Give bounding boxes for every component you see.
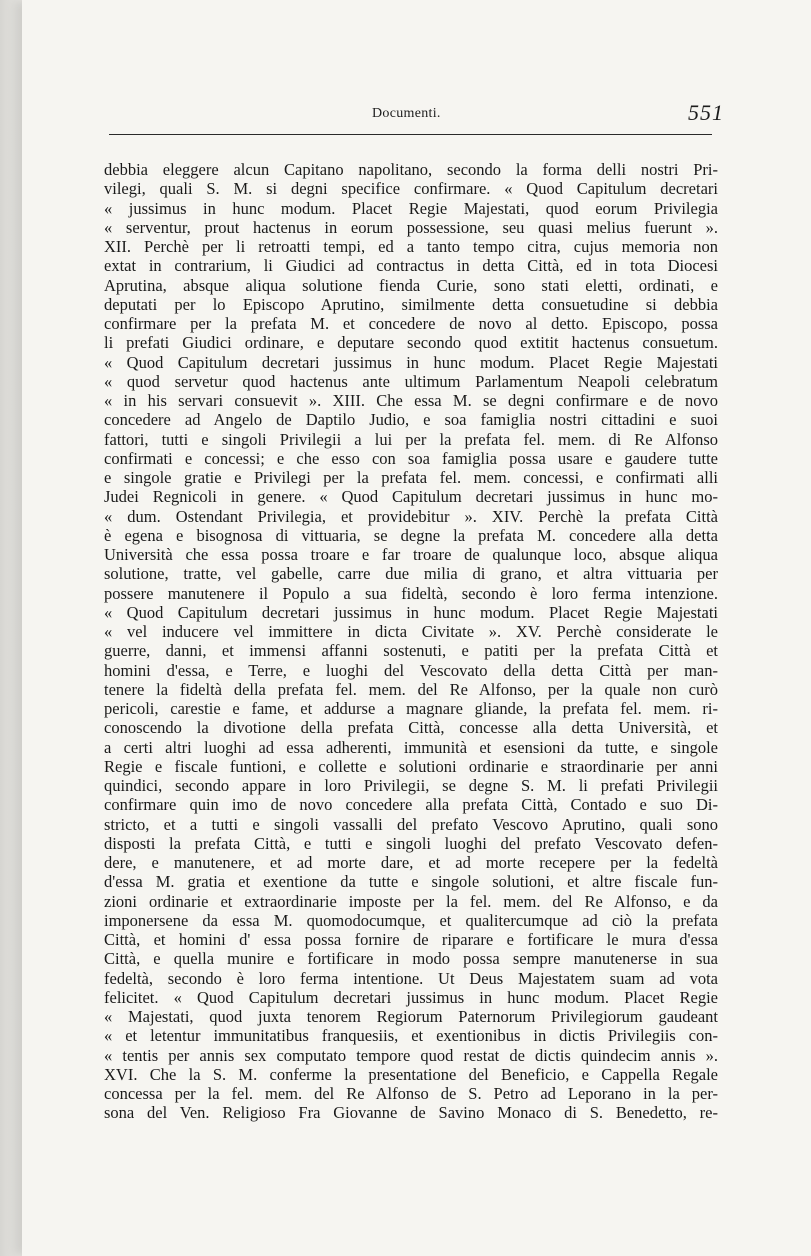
text-line: li prefati Giudici ordinare, e deputare secondo quod extitit hactenus consuetum. xyxy=(104,333,718,353)
header-rule xyxy=(109,134,712,135)
text-line: « Majestati, quod juxta tenorem Regiorum Paternorum Privilegiorum gaudeant xyxy=(104,1007,718,1026)
text-line: « quod servetur quod hactenus ante ultimum Parlamentum Neapoli celebratum xyxy=(104,371,718,391)
text-line: fattori, tutti e singoli Privilegii a lui per la prefata fel. mem. di Re Alfonso xyxy=(104,429,718,449)
text-line: « tentis per annis sex computato tempore quod restat de dictis quindecim annis ». xyxy=(104,1045,718,1065)
text-line: confirmare per la prefata M. et concedere de novo al detto. Episcopo, possa xyxy=(104,314,718,333)
text-line: « jussimus in hunc modum. Placet Regie Majestati, quod eorum Privilegia xyxy=(104,198,718,218)
body-text xyxy=(104,160,718,1123)
text-line: confirmati e concessi; e che esso con soa famiglia possa usare e gaudere tutte xyxy=(104,448,718,468)
text-line: quindici, secondo appare in loro Privilegii, se degne S. M. li prefati Privilegii xyxy=(104,776,718,795)
text-line: « Quod Capitulum decretari jussimus in hunc modum. Placet Regie Majestati xyxy=(104,352,718,372)
page-gutter xyxy=(0,0,22,1256)
text-line: « dum. Ostendant Privilegia, et providebitur ». XIV. Perchè la prefata Città xyxy=(104,506,718,526)
text-line: extat in contrarium, li Giudici ad contractus in detta Città, ed in tota Diocesi xyxy=(104,256,718,276)
text-line: vilegi, quali S. M. si degni specifice confirmare. « Quod Capitulum decretari xyxy=(104,179,718,199)
text-line: Università che essa possa troare e far troare de qualunque loco, absque aliqua xyxy=(104,545,718,564)
text-line: pericoli, carestie e fame, et addurse a magnare gliande, la prefata fel. mem. ri- xyxy=(104,699,718,718)
text-line: dere, e manutenere, et ad morte dare, et ad morte recepere per la fedeltà xyxy=(104,853,718,872)
text-line: possere manutenere il Populo a sua fideltà, secondo è loro ferma intenzione. xyxy=(104,583,718,603)
text-line: « Quod Capitulum decretari jussimus in hunc modum. Placet Regie Majestati xyxy=(104,602,718,622)
text-line: fedeltà, secondo è loro ferma intentione. Ut Deus Majestatem suam ad vota xyxy=(104,968,718,988)
text-line: homini d'essa, e Terre, e luoghi del Vescovato della detta Città per man- xyxy=(104,660,718,680)
text-line: concedere ad Angelo de Daptilo Judio, e soa famiglia nostri cittadini e suoi xyxy=(104,410,718,430)
text-line: Aprutina, absque aliqua solutione fienda Curie, sono stati eletti, ordinati, e xyxy=(104,275,718,295)
text-line: concessa per la fel. mem. del Re Alfonso de S. Petro ad Leporano in la per- xyxy=(104,1084,718,1103)
text-line: XVI. Che la S. M. conferme la presentatione del Beneficio, e Cappella Regale xyxy=(104,1064,718,1084)
text-line: e singole gratie e Privilegi per la prefata fel. mem. concessi, e confirmati alli xyxy=(104,468,718,487)
text-line: confirmare quin imo de novo concedere alla prefata Città, Contado e suo Di- xyxy=(104,795,718,815)
text-line: « et letentur immunitatibus franquesiis, et exentionibus in dictis Privilegiis con- xyxy=(104,1026,718,1046)
text-line: sona del Ven. Religioso Fra Giovanne de Savino Monaco di S. Benedetto, re- xyxy=(104,1103,718,1123)
text-line: solutione, tratte, vel gabelle, carre due milia di grano, et altra vittuaria per xyxy=(104,564,718,584)
text-line: XII. Perchè per li retroatti tempi, ed a tanto tempo citra, cujus memoria non xyxy=(104,237,718,256)
text-line: debbia eleggere alcun Capitano napolitano, secondo la forma delli nostri Pri- xyxy=(104,160,718,179)
text-line: d'essa M. gratia et exentione da tutte e singole solutioni, et altre fiscale fun- xyxy=(104,872,718,892)
text-line: conoscendo la divotione della prefata Città, concesse alla detta Università, et xyxy=(104,718,718,738)
text-line: « in his servari consuevit ». XIII. Che essa M. se degni confirmare e de novo xyxy=(104,391,718,410)
page-number: 551 xyxy=(688,100,724,125)
text-line: « serventur, prout hactenus in eorum possessione, seu quasi melius fuerunt ». xyxy=(104,217,718,237)
text-line: deputati per lo Episcopo Aprutino, similmente detta consuetudine si debbia xyxy=(104,294,718,314)
text-line: imponersene da essa M. quomodocumque, et qualitercumque ad ciò la prefata xyxy=(104,910,718,930)
text-line: zioni ordinarie et extraordinarie imposte per la fel. mem. del Re Alfonso, e da xyxy=(104,891,718,911)
text-line: « vel inducere vel immittere in dicta Civitate ». XV. Perchè considerate le xyxy=(104,622,718,641)
text-line: disposti la prefata Città, e tutti e singoli luoghi del prefato Vescovato defen- xyxy=(104,833,718,853)
text-line: Città, et homini d' essa possa fornire de riparare e fortificare le mura d'essa xyxy=(104,930,718,949)
text-line: felicitet. « Quod Capitulum decretari jussimus in hunc modum. Placet Regie xyxy=(104,987,718,1007)
text-line: Città, e quella munire e fortificare in modo possa sempre manutenerse in sua xyxy=(104,949,718,969)
text-line: tenere la fideltà della prefata fel. mem. del Re Alfonso, per la quale non curò xyxy=(104,679,718,699)
text-line: a certi altri luoghi ad essa adherenti, immunità et esensioni da tutte, e singole xyxy=(104,737,718,757)
running-title: Documenti. xyxy=(372,106,441,121)
text-line: è egena e bisognosa di vittuaria, se degne la prefata M. concedere alla detta xyxy=(104,525,718,545)
text-line: Regie e fiscale funtioni, e collette e solutioni ordinarie e straordinarie per anni xyxy=(104,756,718,776)
text-line: guerre, danni, et immensi affanni sostenuti, e patiti per la prefata Città et xyxy=(104,641,718,661)
text-line: stricto, et a tutti e singoli vassalli del prefato Vescovo Aprutino, quali sono xyxy=(104,814,718,834)
text-line: Judei Regnicoli in genere. « Quod Capitulum decretari jussimus in hunc mo- xyxy=(104,487,718,507)
